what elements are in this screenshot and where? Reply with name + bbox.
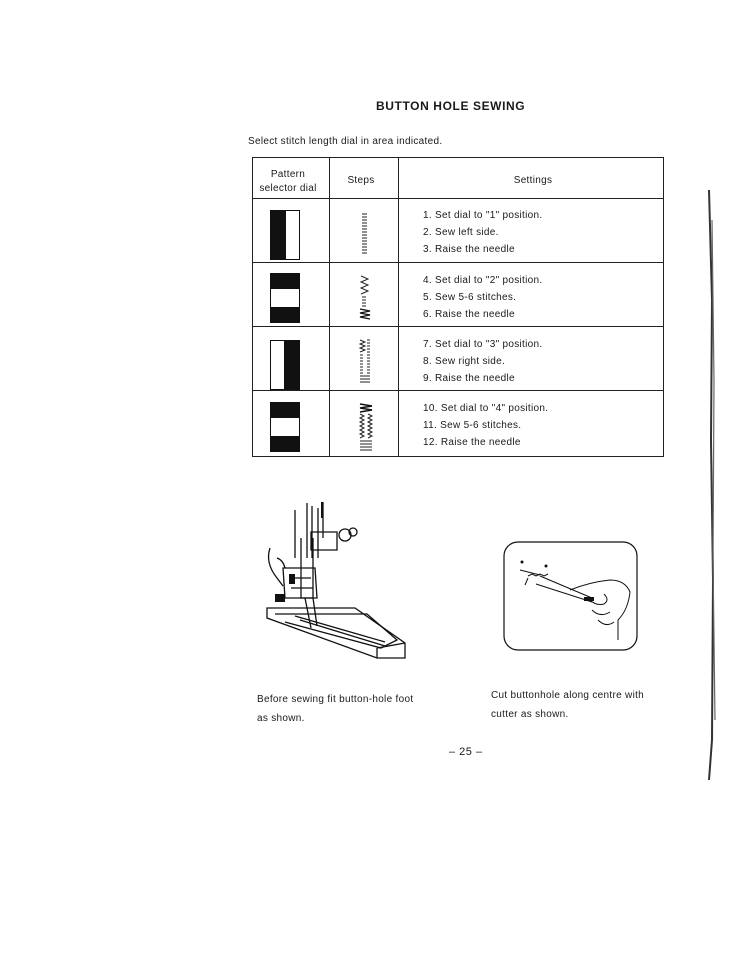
table-divider (253, 198, 663, 199)
page-title: BUTTON HOLE SEWING (376, 99, 526, 113)
caption-line: Cut buttonhole along centre with (491, 690, 645, 701)
dial-position-2-icon (270, 273, 300, 323)
step-text: 6. Raise the needle (423, 309, 515, 320)
stitch-left-side-icon (358, 212, 372, 260)
dial-position-1-icon (270, 210, 300, 260)
step-text: 5. Sew 5-6 stitches. (423, 292, 517, 303)
stitch-bartack-bottom-icon (358, 402, 374, 454)
caption-line: Before sewing fit button-hole foot (257, 694, 414, 705)
table-divider (329, 158, 330, 456)
step-text: 4. Set dial to "2" position. (423, 275, 543, 286)
step-text: 9. Raise the needle (423, 373, 515, 384)
dial-position-4-icon (270, 402, 300, 452)
buttonhole-foot-illustration (255, 498, 415, 668)
table-divider (253, 326, 663, 327)
step-text: 7. Set dial to "3" position. (423, 339, 543, 350)
scan-edge-shadow (703, 180, 723, 780)
table-divider (398, 158, 399, 456)
cutting-buttonhole-illustration (500, 540, 640, 652)
table-divider (253, 262, 663, 263)
dial-position-3-icon (270, 340, 300, 390)
step-text: 8. Sew right side. (423, 356, 506, 367)
step-text: 2. Sew left side. (423, 227, 499, 238)
intro-text: Select stitch length dial in area indicated. (248, 136, 443, 147)
step-text: 1. Set dial to "1" position. (423, 210, 543, 221)
caption-cut-buttonhole (491, 686, 644, 724)
stitch-right-side-icon (358, 338, 372, 388)
page-number: – 25 – (449, 746, 483, 758)
caption-buttonhole-foot (257, 690, 413, 728)
step-text: 10. Set dial to "4" position. (423, 403, 549, 414)
header-steps: Steps (347, 175, 375, 186)
buttonhole-settings-table (252, 157, 664, 457)
header-settings: Settings (513, 175, 553, 186)
step-text: 11. Sew 5-6 stitches. (423, 420, 522, 431)
step-text: 3. Raise the needle (423, 244, 515, 255)
table-divider (253, 390, 663, 391)
caption-line: as shown. (257, 713, 305, 724)
caption-line: cutter as shown. (491, 709, 569, 720)
header-pattern: Pattern selector dial (259, 169, 317, 194)
stitch-bartack-top-icon (358, 274, 372, 322)
step-text: 12. Raise the needle (423, 437, 521, 448)
